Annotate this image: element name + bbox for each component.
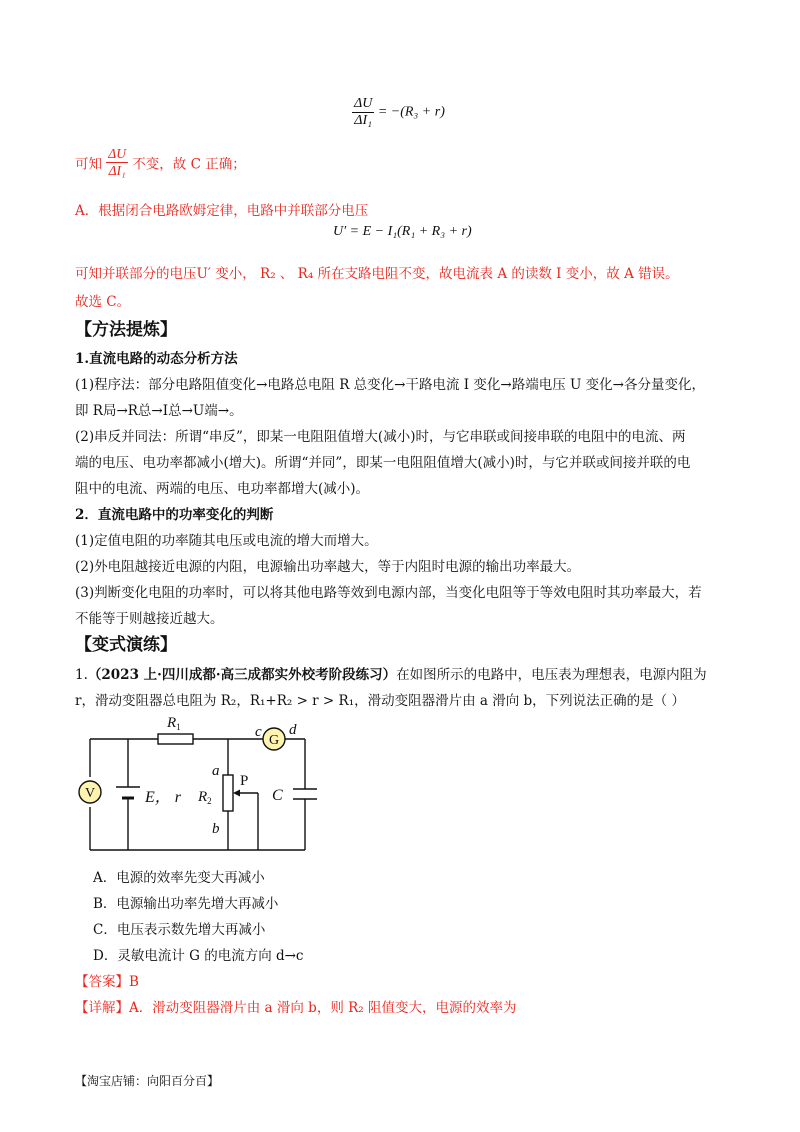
galvanometer-label: G bbox=[268, 733, 280, 748]
detail-label: 【详解】 bbox=[75, 1000, 129, 1016]
question-source: （2023 上·四川成都·高三成都实外校考阶段练习） bbox=[87, 667, 397, 683]
label-capacitor: C bbox=[272, 787, 283, 804]
footer-shop: 【淘宝店铺：向阳百分百】 bbox=[75, 1074, 220, 1088]
label-d-node: d bbox=[289, 722, 297, 738]
fraction: $\frac{\Delta U}{\text{ΔI₁}}$ bbox=[108, 146, 126, 178]
voltmeter-label: V bbox=[84, 786, 96, 801]
fraction: $\frac{\Delta U}{\text{ΔI₁}}$ bbox=[354, 96, 373, 128]
circuit-diagram bbox=[70, 712, 340, 857]
answer-line bbox=[75, 970, 139, 990]
method2-title: 2．直流电路中的功率变化的判断 bbox=[75, 507, 274, 523]
answer-label: 【答案】 bbox=[75, 974, 129, 990]
question-stem: 在如图所示的电路中，电压表为理想表，电源内阻为 bbox=[396, 667, 707, 683]
detail-line bbox=[75, 996, 516, 1016]
option-d: D．灵敏电流计 G 的电流方向 d→c bbox=[93, 948, 304, 964]
detail-text: A．滑动变阻器滑片由 a 滑向 b，则 R₂ 阻值变大，电源的效率为 bbox=[129, 1000, 517, 1016]
rheostat-r2 bbox=[223, 775, 233, 811]
method1-p2-line3: 阻中的电流、两端的电压、电功率都增大(减小)。 bbox=[75, 481, 370, 497]
variant-heading: 【变式演练】 bbox=[75, 635, 177, 655]
equation-parallel-voltage: U′ = E − I₁(R₁ + R₃ + r) bbox=[333, 224, 472, 239]
option-a-conclusion: 可知并联部分的电压U′ 变小， R₂ 、 R₄ 所在支路电阻不变，故电流表 A 的读数 I 变小，故 A 错误。 bbox=[75, 266, 679, 282]
label-b-end: b bbox=[212, 821, 220, 837]
label-r1: $R_1$ bbox=[167, 715, 181, 732]
label-a-end: a bbox=[212, 763, 220, 779]
method2-line2: (2)外电阻越接近电源的内阻，电源输出功率越大，等于内阻时电源的输出功率最大。 bbox=[75, 559, 581, 575]
option-c: C．电压表示数先增大再减小 bbox=[93, 922, 266, 938]
method2-line4: 不能等于则越接近越大。 bbox=[75, 611, 224, 627]
method-heading: 【方法提炼】 bbox=[75, 320, 177, 340]
method1-p2-line1: (2)串反并同法：所谓“串反”，即某一电阻阻值增大(减小)时，与它串联或间接串联的电阻中的电流、两 bbox=[75, 429, 686, 445]
option-b: B．电源输出功率先增大再减小 bbox=[93, 896, 279, 912]
answer-value: B bbox=[129, 974, 139, 990]
method2-line1: (1)定值电阻的功率随其电压或电流的增大而增大。 bbox=[75, 533, 378, 549]
slider-arrow bbox=[233, 790, 240, 797]
question-1-line2: r，滑动变阻器总电阻为 R₂，R₁+R₂ > r > R₁，滑动变阻器滑片由 a 滑向 b，下列说法正确的是（ ） bbox=[75, 693, 685, 709]
method2-line3: (3)判断变化电阻的功率时，可以将其他电路等效到电源内部，当变化电阻等于等效电阻时其功率最大，若 bbox=[75, 585, 702, 601]
question-1-line1 bbox=[75, 663, 707, 683]
equation-delta-u-over-delta-i: $\frac{\Delta U}{\text{ΔI₁}}$ = −(R₃ + r) bbox=[354, 96, 445, 128]
method1-p1-line2: 即 R局→R总→I总→U端→。 bbox=[75, 403, 243, 419]
method1-title: 1.直流电路的动态分析方法 bbox=[75, 351, 238, 367]
conclusion-c: 可知 $\frac{\Delta U}{\text{ΔI₁}}$ 不变，故 C 正确； bbox=[75, 146, 246, 178]
label-slider-p: P bbox=[240, 773, 249, 789]
method1-p1-line1: (1)程序法：部分电路阻值变化→电路总电阻 R 总变化→干路电流 I 变化→路端电压 U 变化→各分量变化， bbox=[75, 377, 705, 393]
method1-p2-line2: 端的电压、电功率都减小(增大)。所谓“并同”，即某一电阻阻值增大(减小)时，与它并联或间接并联的电 bbox=[75, 455, 691, 471]
option-a-intro: A．根据闭合电路欧姆定律，电路中并联部分电压 bbox=[75, 203, 369, 219]
choose-answer: 故选 C。 bbox=[75, 294, 131, 310]
label-c-node: c bbox=[255, 724, 262, 740]
question-number: 1. bbox=[75, 667, 88, 683]
option-a: A．电源的效率先变大再减小 bbox=[93, 870, 265, 886]
label-r2: $R_2$ bbox=[198, 789, 212, 806]
label-emf: E， r bbox=[145, 789, 182, 806]
resistor-r1 bbox=[158, 734, 193, 744]
